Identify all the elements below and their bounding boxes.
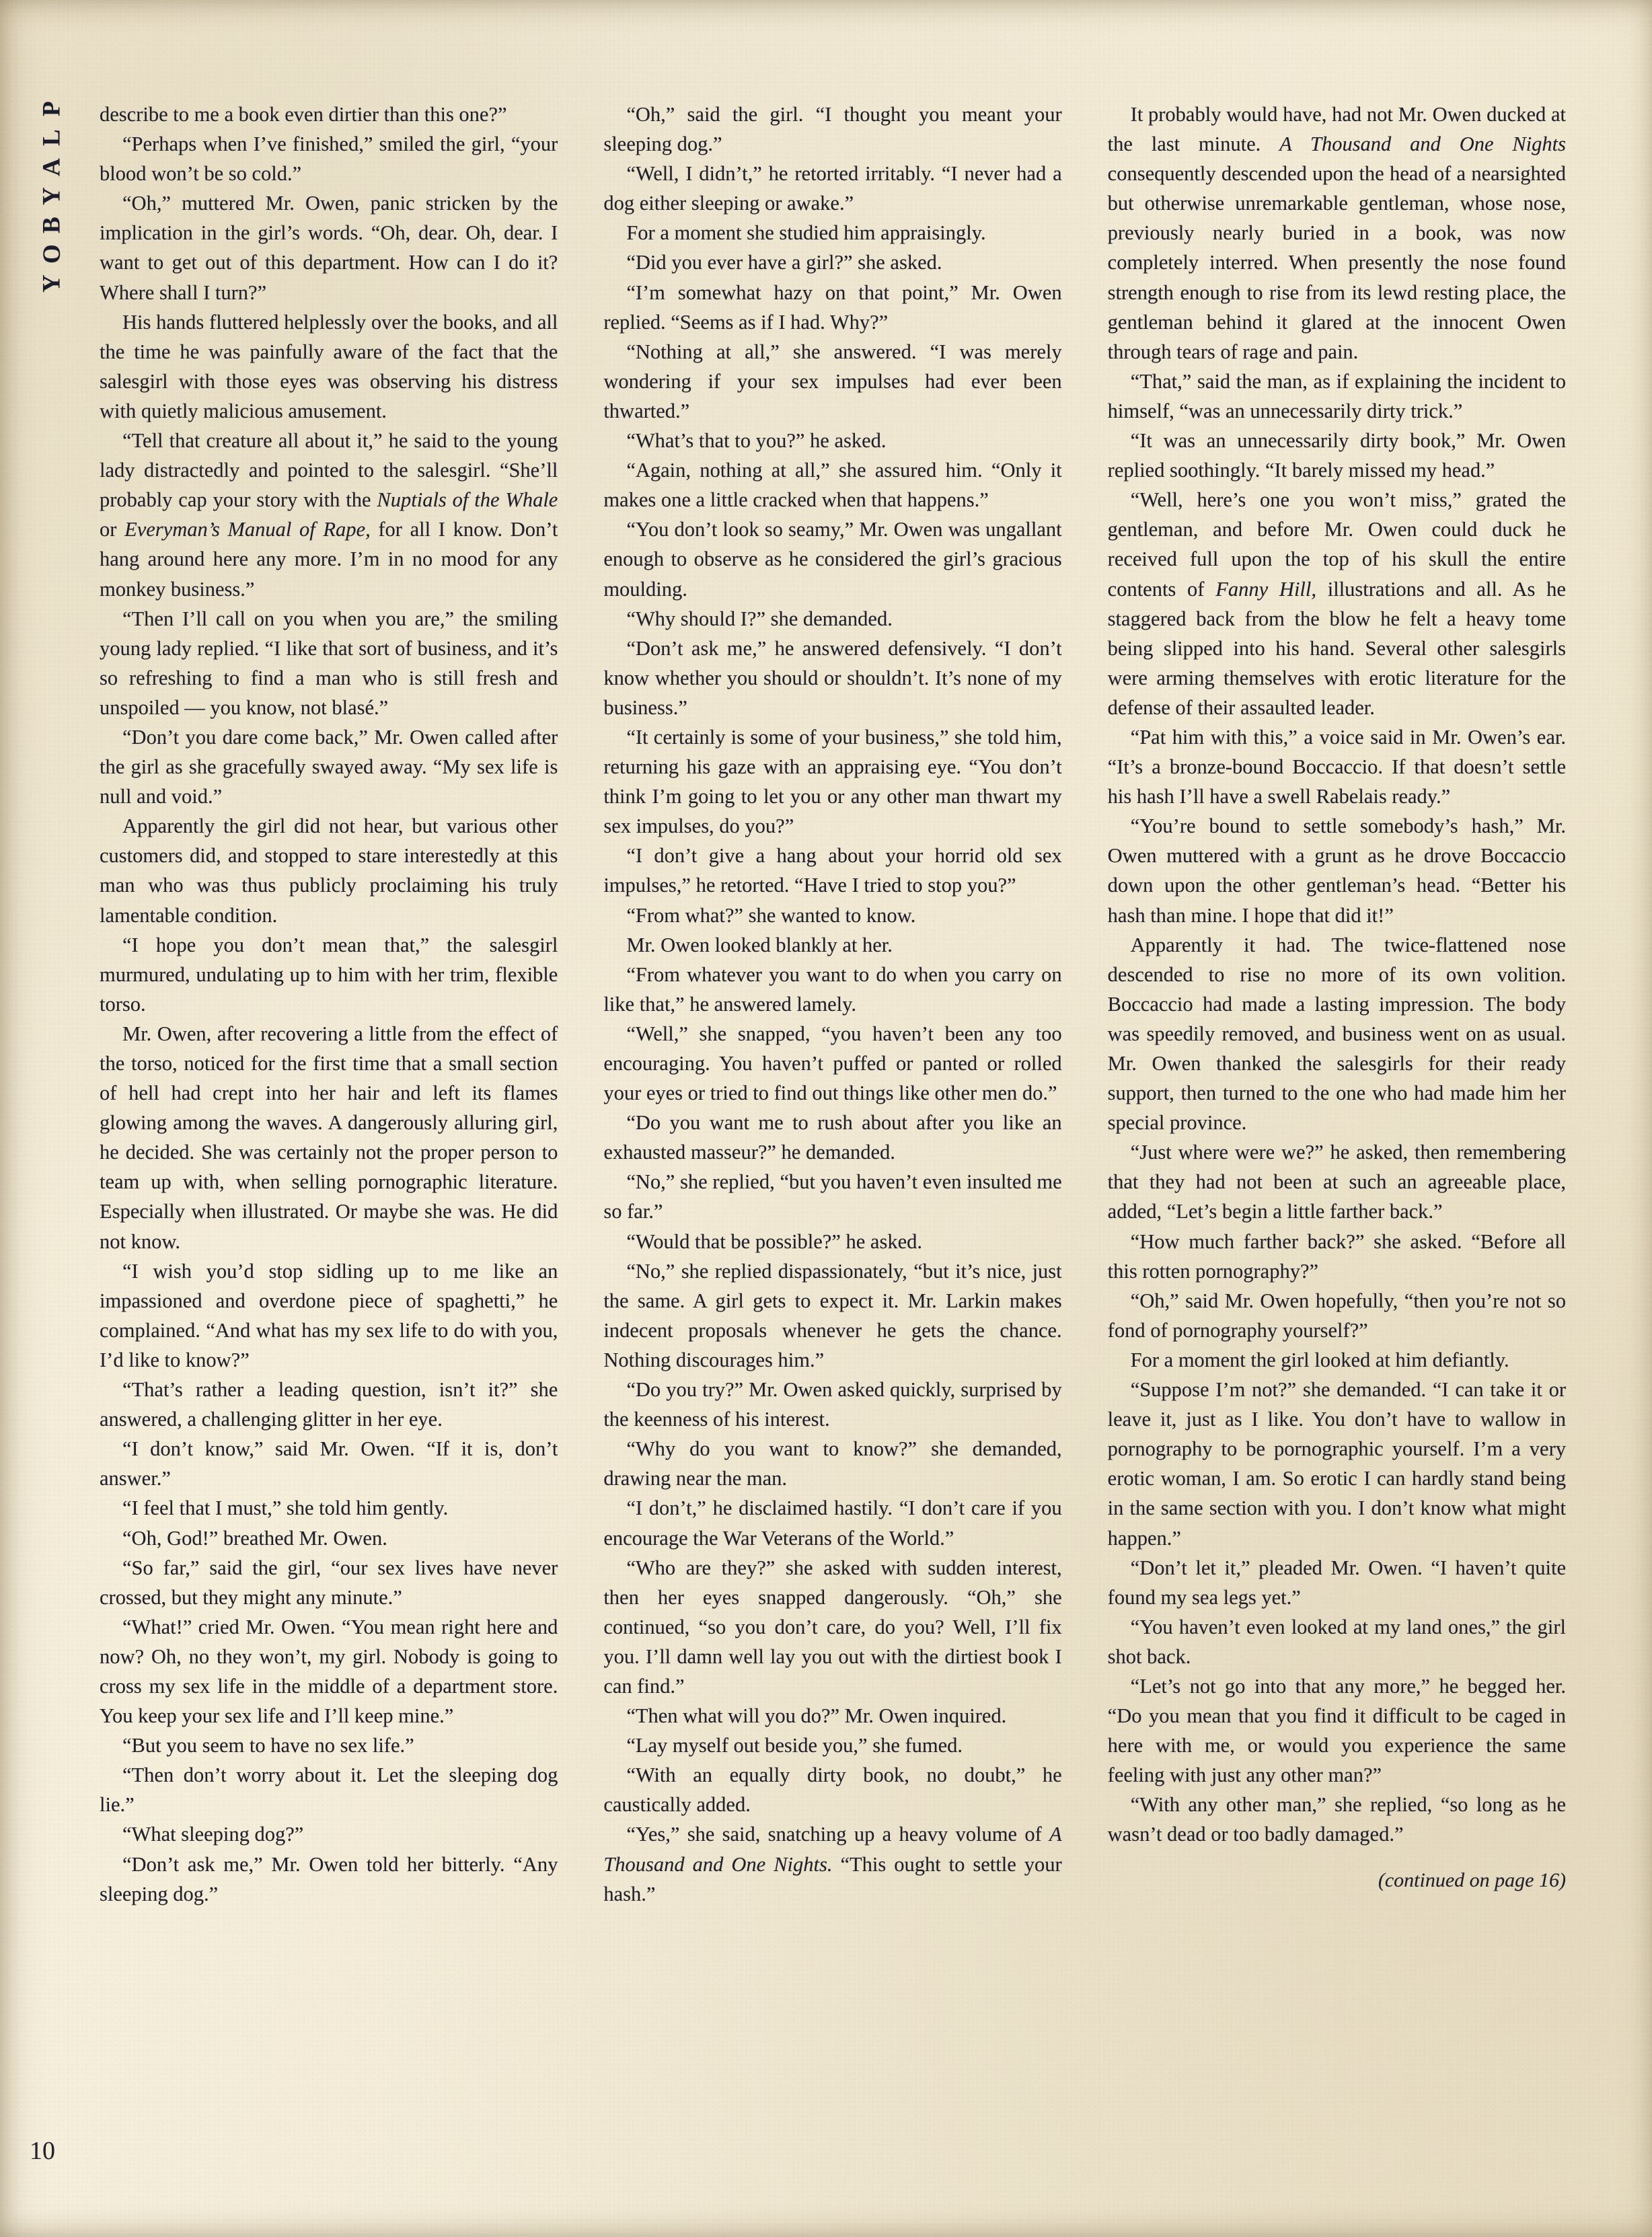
article-paragraph: “It certainly is some of your business,” she told him, returning his gaze with an appraising eye. “You don’t think I’m going to let you or any other man thwart my sex impulses, do you?” — [603, 725, 1062, 838]
article-paragraph: “Don’t you dare come back,” Mr. Owen called after the girl as she gracefully swayed away. “My sex life is null and void.” — [100, 725, 558, 808]
article-paragraph: “Then what will you do?” Mr. Owen inquired. — [626, 1704, 1007, 1728]
article-paragraph: “What sleeping dog?” — [122, 1823, 304, 1846]
article-paragraph: “You’re bound to settle somebody’s hash,” Mr. Owen muttered with a grunt as he drove Boccaccio down upon the other gentleman’s head. “Better his hash than mine. I hope that did it!” — [1107, 814, 1566, 927]
article-paragraph: “I don’t,” he disclaimed hastily. “I don’t care if you encourage the War Veterans of the World.” — [603, 1496, 1062, 1550]
article-paragraph: “Oh,” said the girl. “I thought you meant your sleeping dog.” — [603, 103, 1062, 156]
article-paragraph: “Would that be possible?” he asked. — [626, 1229, 922, 1253]
article-paragraph: Mr. Owen looked blankly at her. — [626, 933, 893, 956]
continued-on-page-note: (continued on page 16) — [1378, 1868, 1566, 1891]
article-paragraph: “Oh, God!” breathed Mr. Owen. — [122, 1526, 387, 1550]
book-title-italic: Everyman’s Manual of Rape, — [124, 518, 371, 541]
article-paragraph: “Just where were we?” he asked, then remembering that they had not been at such an agreeable place, added, “Let’s begin a little farther back.” — [1107, 1141, 1566, 1223]
book-title-italic: A Thousand and One Nights. — [603, 1823, 1062, 1876]
article-paragraph: “That’s rather a leading question, isn’t it?” she answered, a challenging glitter in her eye. — [100, 1378, 558, 1431]
article-paragraph: “So far,” said the girl, “our sex lives have never crossed, but they might any minute.” — [100, 1556, 558, 1609]
article-paragraph: For a moment the girl looked at him defiantly. — [1130, 1348, 1509, 1371]
masthead-letter: B — [38, 217, 66, 234]
article-paragraph: describe to me a book even dirtier than this one?” — [100, 103, 507, 126]
article-paragraph: “Who are they?” she asked with sudden interest, then her eyes snapped dangerously. “Oh,” she continued, “so you don’t care, do you? Well, I’ll fix you. I’ll damn well lay you out with the dirtiest book I can find.” — [603, 1556, 1062, 1698]
article-paragraph: “I don’t know,” said Mr. Owen. “If it is, don’t answer.” — [100, 1437, 558, 1490]
page-number-folio: 10 — [30, 2137, 55, 2165]
article-paragraph: For a moment she studied him appraisingly. — [626, 221, 986, 245]
masthead-letter: L — [38, 129, 66, 147]
article-paragraph: “Then don’t worry about it. Let the sleeping dog lie.” — [100, 1764, 558, 1817]
article-paragraph: “That,” said the man, as if explaining the incident to himself, “was an unnecessarily dirty trick.” — [1107, 369, 1566, 422]
article-paragraph: “Lay myself out beside you,” she fumed. — [626, 1734, 963, 1757]
column-2 — [603, 100, 1061, 2137]
article-paragraph: “I feel that I must,” she told him gently. — [122, 1496, 449, 1520]
article-paragraph: “Tell that creature all about it,” he said to the young lady distractedly and pointed to the salesgirl. “She’ll probably cap your story with the Nuptials of the Whale or Everyman’s Manual of Rape, for all I know. Don’t hang around here any more. I’m in no mood for any monkey business.” — [100, 429, 558, 601]
playboy-masthead-vertical — [32, 94, 71, 298]
article-paragraph: “With an equally dirty book, no doubt,” he caustically added. — [603, 1764, 1062, 1817]
article-paragraph: “Did you ever have a girl?” she asked. — [626, 251, 942, 274]
article-paragraph: “From whatever you want to do when you carry on like that,” he answered lamely. — [603, 962, 1062, 1016]
article-paragraph: “Nothing at all,” she answered. “I was merely wondering if your sex impulses had ever been thwarted.” — [603, 340, 1062, 422]
article-paragraph: “Don’t ask me,” he answered defensively. “I don’t know whether you should or shouldn’t. It’s none of my business.” — [603, 636, 1062, 719]
article-paragraph: “Yes,” she said, snatching up a heavy volume of A Thousand and One Nights. “This ought to settle your hash.” — [603, 1823, 1062, 1905]
article-paragraph: “No,” she replied, “but you haven’t even insulted me so far.” — [603, 1170, 1062, 1223]
masthead-letter: A — [38, 157, 66, 176]
article-paragraph: “But you seem to have no sex life.” — [122, 1734, 414, 1757]
article-paragraph: “Then I’ll call on you when you are,” the smiling young lady replied. “I like that sort of business, and it’s so refreshing to find a man who is still fresh and unspoiled — you know, not blasé.” — [100, 607, 558, 719]
column-3 — [1108, 100, 1566, 2137]
article-paragraph: “Don’t ask me,” Mr. Owen told her bitterly. “Any sleeping dog.” — [100, 1852, 558, 1905]
article-paragraph: “Well,” she snapped, “you haven’t been any too encouraging. You haven’t puffed or panted or rolled your eyes or tried to find out things like other men do.” — [603, 1022, 1062, 1105]
masthead-letter: Y — [38, 274, 66, 293]
article-paragraph: “From what?” she wanted to know. — [626, 903, 916, 927]
article-paragraph: “No,” she replied dispassionately, “but it’s nice, just the same. A girl gets to expect it. Mr. Larkin makes indecent proposals whenever he gets the chance. Nothing discourages him.” — [603, 1259, 1062, 1371]
article-paragraph: “Do you try?” Mr. Owen asked quickly, surprised by the keenness of his interest. — [603, 1378, 1062, 1431]
article-paragraph: “Oh,” muttered Mr. Owen, panic stricken by the implication in the girl’s words. “Oh, dear. Oh, dear. I want to get out of this department. How can I do it? Where shall I turn?” — [100, 192, 558, 304]
book-title-italic: Nuptials of the Whale — [377, 488, 558, 512]
article-paragraph: “You don’t look so seamy,” Mr. Owen was ungallant enough to observe as he considered the girl’s gracious moulding. — [603, 518, 1062, 601]
masthead-letter: O — [38, 244, 66, 264]
article-paragraph: “I hope you don’t mean that,” the salesgirl murmured, undulating up to him with her trim, flexible torso. — [100, 933, 558, 1016]
article-paragraph: “Perhaps when I’ve finished,” smiled the girl, “your blood won’t be so cold.” — [100, 132, 558, 186]
article-paragraph: “Oh,” said Mr. Owen hopefully, “then you’re not so fond of pornography yourself?” — [1107, 1289, 1566, 1342]
article-paragraph: “How much farther back?” she asked. “Before all this rotten pornography?” — [1107, 1229, 1566, 1283]
article-paragraph: “You haven’t even looked at my land ones,” the girl shot back. — [1107, 1615, 1566, 1668]
article-paragraph: “What!” cried Mr. Owen. “You mean right here and now? Oh, no they won’t, my girl. Nobody is going to cross my sex life in the middle of a department store. You keep your sex life and I’ll keep mine.” — [100, 1615, 558, 1728]
article-paragraph: Apparently the girl did not hear, but various other customers did, and stopped to stare interestedly at this man who was thus publicly proclaiming his truly lamentable condition. — [100, 814, 558, 927]
article-paragraph: “With any other man,” she replied, “so long as he wasn’t dead or too badly damaged.” — [1107, 1793, 1566, 1846]
article-paragraph: Mr. Owen, after recovering a little from the effect of the torso, noticed for the first time that a small section of hell had crept into her hair and left its flames glowing among the waves. A dangerously alluring girl, he decided. She was certainly not the proper person to team up with, when selling pornographic literature. Especially when illustrated. Or maybe she was. He did not know. — [100, 1022, 558, 1253]
article-paragraph: “I don’t give a hang about your horrid old sex impulses,” he retorted. “Have I tried to stop you?” — [603, 844, 1062, 897]
article-paragraph: “I’m somewhat hazy on that point,” Mr. Owen replied. “Seems as if I had. Why?” — [603, 280, 1062, 334]
article-paragraph: “I wish you’d stop sidling up to me like an impassioned and overdone piece of spaghetti,” he complained. “And what has my sex life to do with you, I’d like to know?” — [100, 1259, 558, 1371]
article-paragraph: “Don’t let it,” pleaded Mr. Owen. “I haven’t quite found my sea legs yet.” — [1107, 1556, 1566, 1609]
book-title-italic: A Thousand and One Nights — [1279, 132, 1566, 156]
article-paragraph: “Pat him with this,” a voice said in Mr. Owen’s ear. “It’s a bronze-bound Boccaccio. If that doesn’t settle his hash I’ll have a swell Rabelais ready.” — [1107, 725, 1566, 808]
article-paragraph: “Suppose I’m not?” she demanded. “I can take it or leave it, just as I like. You don’t have to wallow in pornography to be pornographic yourself. I’m a very erotic woman, I am. So erotic I can hardly stand being in the same section with you. I don’t know what might happen.” — [1107, 1378, 1566, 1550]
article-paragraph: “Well, here’s one you won’t miss,” grated the gentleman, and before Mr. Owen could duck he received full upon the top of his skull the entire contents of Fanny Hill, illustrations and all. As he staggered back from the blow he felt a heavy tome being slipped into his hand. Several other salesgirls were arming themselves with erotic literature for the defense of their assaulted leader. — [1107, 488, 1566, 719]
article-paragraph: “Why do you want to know?” she demanded, drawing near the man. — [603, 1437, 1062, 1490]
article-paragraph: It probably would have, had not Mr. Owen ducked at the last minute. A Thousand and One Nights consequently descended upon the head of a nearsighted but otherwise unremarkable gentleman, whose nose, previously nearly buried in a book, was now completely interred. When presently the nose found strength enough to rise from its lewd resting place, the gentleman behind it glared at the innocent Owen through tears of rage and pain. — [1107, 103, 1566, 363]
article-body-columns — [100, 100, 1566, 2137]
article-paragraph: “Well, I didn’t,” he retorted irritably. “I never had a dog either sleeping or awake.” — [603, 162, 1062, 215]
masthead-letter: P — [38, 101, 66, 116]
article-paragraph: “What’s that to you?” he asked. — [626, 429, 887, 453]
book-title-italic: Fanny Hill, — [1215, 577, 1316, 601]
article-paragraph: “Let’s not go into that any more,” he begged her. “Do you mean that you find it difficult to be caged in here with me, or would you experience the same feeling with just any other man?” — [1107, 1674, 1566, 1787]
article-paragraph: “Again, nothing at all,” she assured him. “Only it makes one a little cracked when that happens.” — [603, 459, 1062, 512]
masthead-letter: Y — [38, 187, 66, 205]
column-1 — [100, 100, 558, 2137]
article-paragraph: “Why should I?” she demanded. — [626, 607, 893, 630]
article-paragraph: “It was an unnecessarily dirty book,” Mr. Owen replied soothingly. “It barely missed my head.” — [1107, 429, 1566, 482]
article-paragraph: His hands fluttered helplessly over the books, and all the time he was painfully aware of the fact that the salesgirl with those eyes was observing his distress with quietly malicious amusement. — [100, 310, 558, 422]
article-paragraph: Apparently it had. The twice-flattened nose descended to rise no more of its own volition. Boccaccio had made a lasting impression. The body was speedily removed, and business went on as usual. Mr. Owen thanked the salesgirls for their ready support, then turned to the one who had made him her special province. — [1107, 933, 1566, 1135]
article-paragraph: “Do you want me to rush about after you like an exhausted masseur?” he demanded. — [603, 1111, 1062, 1164]
